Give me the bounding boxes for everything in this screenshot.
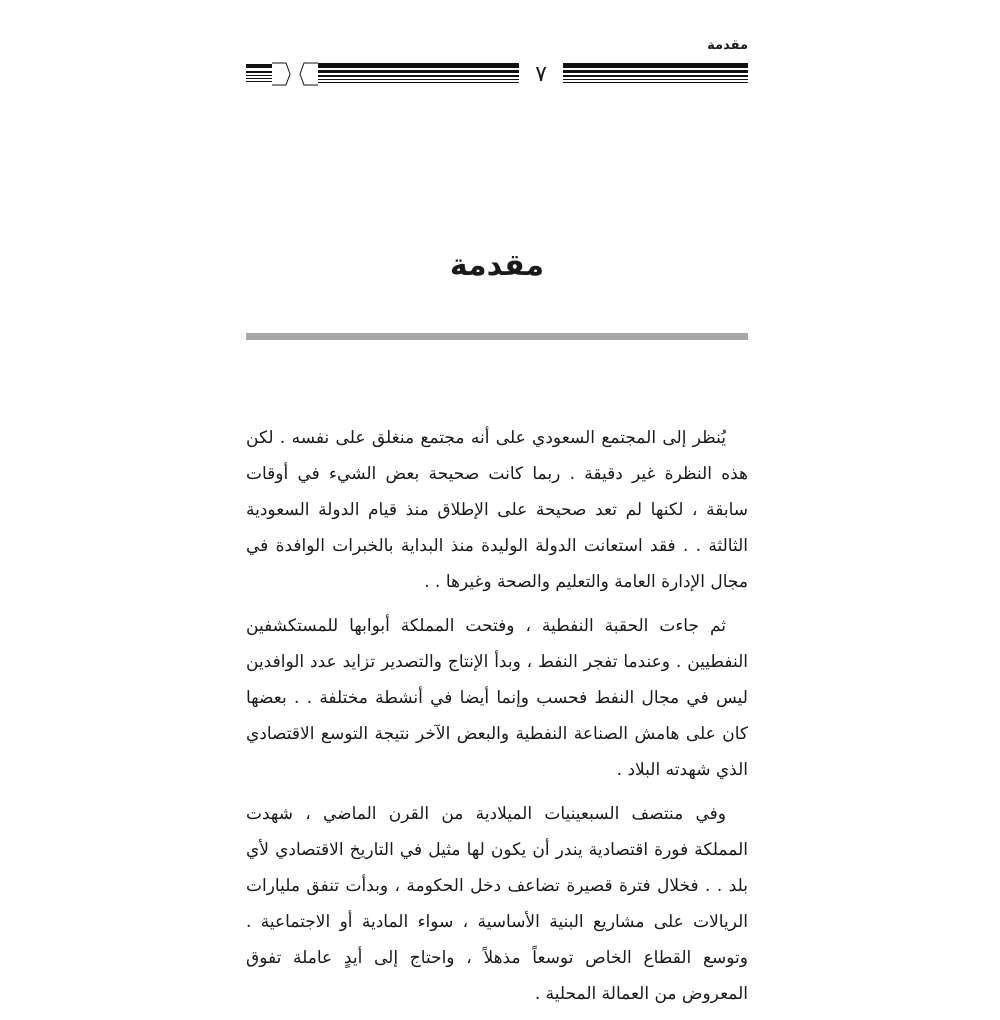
paragraph-1: يُنظر إلى المجتمع السعودي على أنه مجتمع منغلق على نفسه . لكن هذه النظرة غير دقيقة . ربما كانت صحيحة بعض الشيء في أوقات سابقة ، لكنها لم تعد صحيحة على الإطلاق منذ قيام الدولة السعودية الثالثة . . فقد استعانت الدولة الوليدة منذ البداية بالخبرات الوافدة في مجال الإدارة العامة والتعليم والصحة وغيرها . . (246, 428, 748, 592)
paragraph-2: ثم جاءت الحقبة النفطية ، وفتحت المملكة أبوابها للمستكشفين النفطيين . وعندما تفجر النفط ، وبدأ الإنتاج والتصدير تزايد عدد الوافدين ليس في مجال النفط فحسب وإنما أيضا في أنشطة مختلفة . . بعضها كان على هامش الصناعة النفطية والبعض الآخر نتيجة التوسع الاقتصادي الذي شهدته البلاد . (246, 616, 748, 780)
title-divider (246, 333, 748, 340)
body-text (246, 420, 748, 1020)
page-number: ٧ (519, 60, 563, 88)
paragraph-3: وفي منتصف السبعينيات الميلادية من القرن الماضي ، شهدت المملكة فورة اقتصادية يندر أن يكون لها مثيل في التاريخ الاقتصادي لأي بلد . . فخلال فترة قصيرة تضاعف دخل الحكومة ، وبدأت تنفق مليارات الريالات على مشاريع البنية الأساسية ، سواء المادية أو الاجتماعية . وتوسع القطاع الخاص توسعاً مذهلاً ، واحتاج إلى أيدٍ عاملة تفوق المعروض من العمالة المحلية . (246, 804, 748, 1004)
header-rules (246, 60, 748, 88)
left-rule-stack (246, 64, 272, 82)
header-bar (246, 60, 748, 88)
running-head-title: مقدمة (707, 38, 748, 53)
chapter-title: مقدمة (449, 248, 545, 284)
